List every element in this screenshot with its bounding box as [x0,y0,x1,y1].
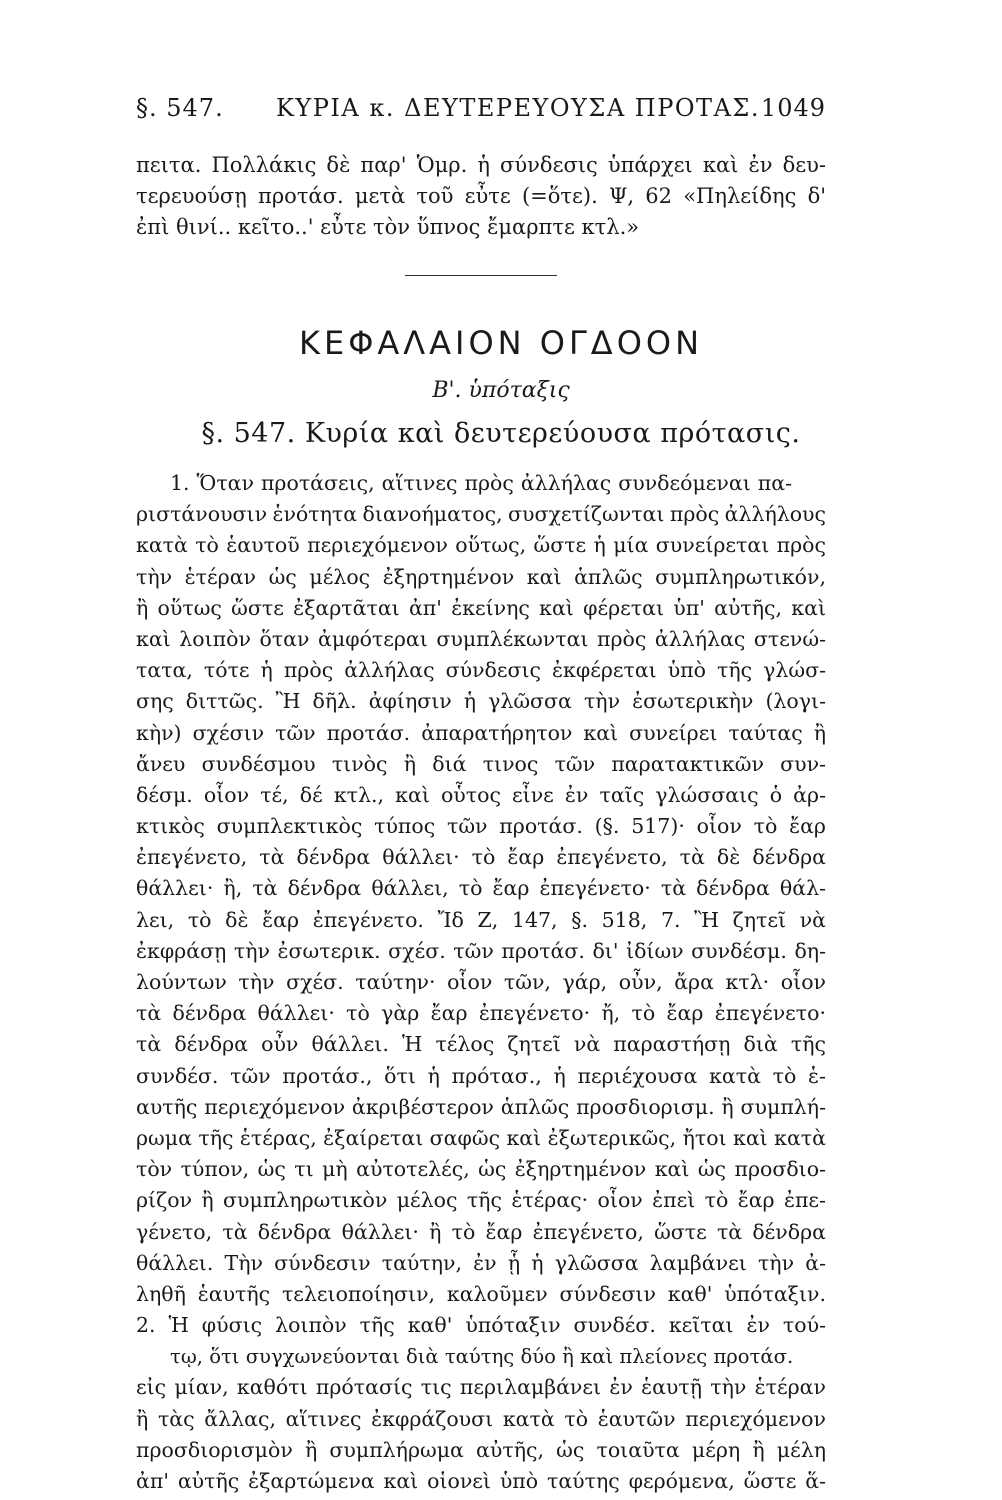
chapter-title: ΚΕΦΑΛΑΙΟΝ ΟΓΔΟΟΝ [298,324,703,362]
page-number: 1049 [760,94,826,122]
text-line: τὴν ἑτέραν ὡς μέλος ἐξηρτημένον καὶ ἁπλῶς συμπληρωτικόν, [136,564,826,589]
text-line: ἢ οὕτως ὥστε ἐξαρτᾶται ἀπ' ἐκείνης καὶ φέρεται ὑπ' αὐτῆς, καὶ [136,595,826,620]
section-heading: §. 547. Κυρία καὶ δευτερεύουσα πρότασις. [201,418,801,449]
text-line: ἄνευ συνδέσμου τινὸς ἢ διά τινος τῶν παρατακτικῶν συν- [136,751,826,776]
text-line: 2. Ἡ φύσις λοιπὸν τῆς καθ' ὑπόταξιν συνδέσ. κεῖται ἐν τού- [136,1313,826,1338]
text-line: τατα, τότε ἡ πρὸς ἀλλήλας σύνδεσις ἐκφέρεται ὑπὸ τῆς γλώσ- [136,658,826,683]
text-line: κατὰ τὸ ἑαυτοῦ περιεχόμενον οὕτως, ὥστε ἡ μία συνείρεται πρὸς [136,533,826,558]
text-line: προσδιορισμὸν ἢ συμπλήρωμα αὐτῆς, ὡς τοιαῦτα μέρη ἢ μέλη [136,1437,826,1462]
running-head [136,94,826,128]
text-line: τῳ, ὅτι συγχωνεύονται διὰ ταύτης δύο ἢ καὶ πλείονες προτάσ. [170,1345,794,1369]
chapter-subtitle: Β'. ὑπόταξις [432,378,570,403]
section-divider [405,275,557,276]
text-line: τὸν τύπον, ὡς τι μὴ αὐτοτελές, ὡς ἐξηρτημένον καὶ ὡς προσδιο- [136,1157,826,1182]
text-line: γένετο, τὰ δένδρα θάλλει· ἢ τὸ ἔαρ ἐπεγένετο, ὥστε τὰ δένδρα [136,1219,826,1244]
text-line: ρίζον ἢ συμπληρωτικὸν μέλος τῆς ἑτέρας· οἷον ἐπεὶ τὸ ἔαρ ἐπε- [136,1188,826,1213]
text-line: ληθῆ ἑαυτῆς τελειοποίησιν, καλοῦμεν σύνδεσιν καθ' ὑπόταξιν. [136,1281,826,1306]
text-line: σης διττῶς. Ἢ δῆλ. ἀφίησιν ἡ γλῶσσα τὴν ἐσωτερικὴν (λογι- [136,689,826,714]
text-line: πειτα. Πολλάκις δὲ παρ' Ὁμρ. ἡ σύνδεσις ὑπάρχει καὶ ἐν δευ- [136,153,826,177]
text-line: λούντων τὴν σχέσ. ταύτην· οἷον τῶν, γάρ, οὖν, ἄρα κτλ· οἷον [136,970,826,994]
text-line: ἐπὶ θινί.. κεῖτο..' εὖτε τὸν ὕπνος ἔμαρπτε κτλ.» [136,215,640,239]
text-line: ἢ τὰς ἄλλας, αἵτινες ἐκφράζουσι κατὰ τὸ ἑαυτῶν περιεχόμενον [136,1406,826,1431]
text-line: συνδέσ. τῶν προτάσ., ὅτι ἡ πρότασ., ἡ περιέχουσα κατὰ τὸ ἑ- [136,1063,826,1088]
text-line: ἐπεγένετο, τὰ δένδρα θάλλει· τὸ ἔαρ ἐπεγένετο, τὰ δὲ δένδρα [136,845,826,870]
text-line: λει, τὸ δὲ ἔαρ ἐπεγένετο. Ἴδ Ζ, 147, §. 518, 7. Ἢ ζητεῖ νὰ [136,907,826,932]
text-line: κὴν) σχέσιν τῶν προτάσ. ἀπαρατήρητον καὶ συνείρει ταύτας ἢ [136,720,826,745]
running-head-section: §. 547. [136,94,224,122]
carry-over-paragraph [136,150,826,243]
text-line: 1. Ὅταν προτάσεις, αἵτινες πρὸς ἀλλήλας συνδεόμεναι πα- [170,471,792,495]
text-line: ριστάνουσιν ἑνότητα διανοήματος, συσχετίζωνται πρὸς ἀλλήλους [136,502,826,527]
text-line: ρωμα τῆς ἑτέρας, ἐξαίρεται σαφῶς καὶ ἐξωτερικῶς, ἤτοι καὶ κατὰ [136,1125,826,1150]
running-head-title: ΚΥΡΙΑ κ. ΔΕΥΤΕΡΕΥΟΥΣΑ ΠΡΟΤΑΣ. [276,94,760,122]
text-line: αυτῆς περιεχόμενον ἀκριβέστερον ἁπλῶς προσδιορισμ. ἢ συμπλή- [136,1094,826,1119]
text-line: εἰς μίαν, καθότι πρότασίς τις περιλαμβάνει ἐν ἑαυτῇ τὴν ἑτέραν [136,1375,826,1400]
text-line: τὰ δένδρα θάλλει· τὸ γὰρ ἔαρ ἐπεγένετο· ἤ, τὸ ἔαρ ἐπεγένετο· [136,1001,826,1026]
text-line: θάλλει· ἢ, τὰ δένδρα θάλλει, τὸ ἔαρ ἐπεγένετο· τὰ δένδρα θάλ- [136,876,826,901]
text-line: τὰ δένδρα οὖν θάλλει. Ἡ τέλος ζητεῖ νὰ παραστήσῃ διὰ τῆς [136,1032,826,1057]
text-line: ἀπ' αὐτῆς ἐξαρτώμενα καὶ οἱονεὶ ὑπὸ ταύτης φερόμενα, ὥστε ἅ- [136,1469,826,1493]
text-line: τερευούσῃ προτάσ. μετὰ τοῦ εὖτε (=ὅτε). Ψ, 62 «Πηλείδης δ' [136,184,826,208]
text-line: κτικὸς συμπλεκτικὸς τύπος τῶν προτάσ. (§. 517)· οἷον τὸ ἔαρ [136,814,826,839]
text-line: δέσμ. οἷον τέ, δέ κτλ., καὶ οὗτος εἶνε ἐν ταῖς γλώσσαις ὁ ἀρ- [136,782,826,807]
text-line: ἐκφράσῃ τὴν ἐσωτερικ. σχέσ. τῶν προτάσ. δι' ἰδίων συνδέσμ. δη- [136,938,826,963]
body-text [136,468,826,1497]
text-line: καὶ λοιπὸν ὅταν ἀμφότεραι συμπλέκωνται πρὸς ἀλλήλας στενώ- [136,626,826,651]
text-line: θάλλει. Τὴν σύνδεσιν ταύτην, ἐν ᾗ ἡ γλῶσσα λαμβάνει τὴν ἀ- [136,1250,826,1275]
